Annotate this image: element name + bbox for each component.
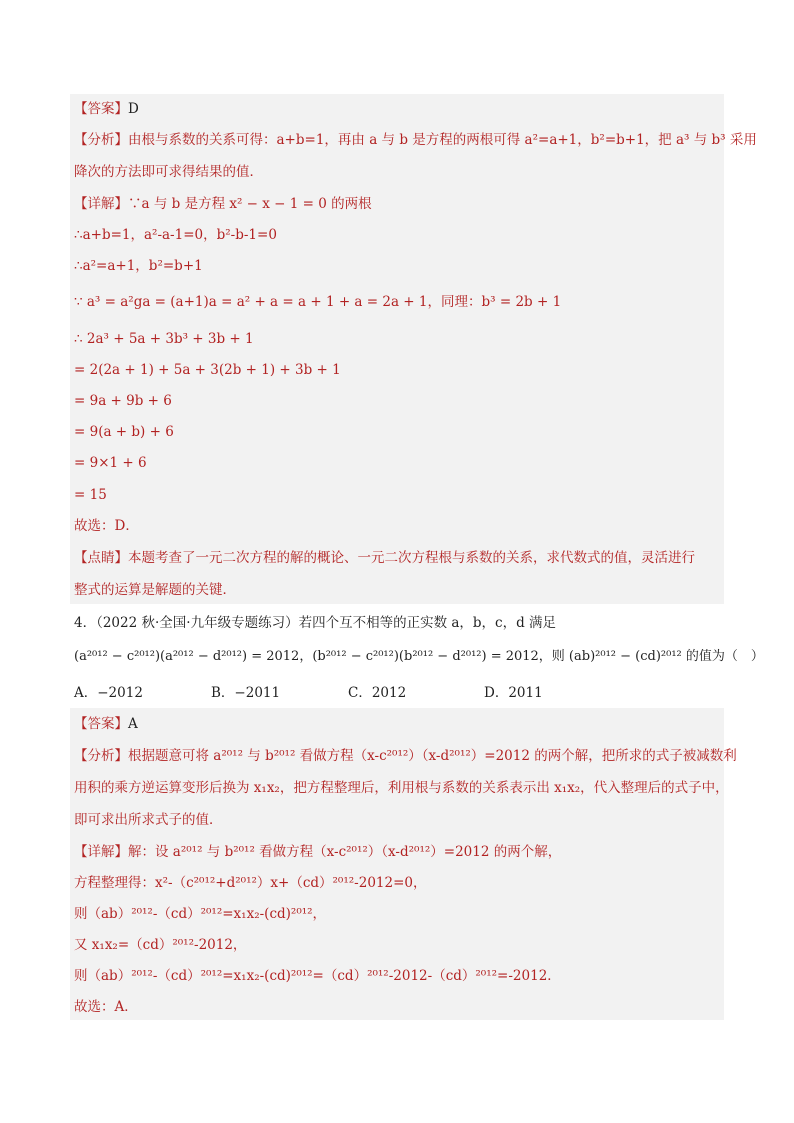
q3-analysis-line1	[74, 130, 757, 150]
q3-analysis-tag: 【分析】	[74, 132, 128, 148]
q3-answer-value: D	[128, 101, 139, 117]
q3-step7: = 9(a + b) + 6	[74, 424, 174, 440]
q3-comment-tag: 【点睛】	[74, 550, 128, 566]
q4-analysis-text1: 根据题意可将 a²⁰¹² 与 b²⁰¹² 看做方程（x-c²⁰¹²）（x-d²⁰¹²）=2012 的两个解，把所求的式子被减数利	[128, 748, 737, 764]
q3-step9: = 15	[74, 487, 107, 503]
q3-step2: ∴a²=a+1，b²=b+1	[74, 258, 203, 274]
q4-stem-line2: (a²⁰¹² − c²⁰¹²)(a²⁰¹² − d²⁰¹²) = 2012，(b²⁰¹² − c²⁰¹²)(b²⁰¹² − d²⁰¹²) = 2012，则 (ab)²⁰¹² − (cd)²⁰¹² 的值为（ ）	[74, 649, 764, 664]
q3-step1: ∴a+b=1，a²-a-1=0，b²-b-1=0	[74, 227, 277, 243]
q4-option-b: B．−2011	[211, 685, 281, 701]
q3-analysis-text1: 由根与系数的关系可得：a+b=1，再由 a 与 b 是方程的两根可得 a²=a+1，b²=b+1，把 a³ 与 b³ 采用	[128, 132, 757, 148]
q4-detail-line1	[74, 842, 561, 862]
q4-analysis-line3: 即可求出所求式子的值．	[74, 812, 223, 828]
q4-step4: 则（ab）²⁰¹²-（cd）²⁰¹²=x₁x₂-(cd)²⁰¹²=（cd）²⁰¹²-2012-（cd）²⁰¹²=-2012．	[74, 968, 561, 984]
q3-detail-text1: ∵a 与 b 是方程 x² − x − 1 = 0 的两根	[128, 196, 372, 212]
q4-analysis-line2: 用积的乘方逆运算变形后换为 x₁x₂，把方程整理后，利用根与系数的关系表示出 x₁x₂，代入整理后的式子中，	[74, 780, 729, 796]
q3-step8: = 9×1 + 6	[74, 455, 147, 471]
q4-option-c: C．2012	[348, 685, 407, 701]
q3-answer-tag: 【答案】	[74, 101, 128, 117]
q3-analysis-line2: 降次的方法即可求得结果的值．	[74, 164, 263, 180]
q3-step6: = 9a + 9b + 6	[74, 393, 172, 409]
q4-step2: 则（ab）²⁰¹²-（cd）²⁰¹²=x₁x₂-(cd)²⁰¹²，	[74, 906, 327, 922]
q4-detail-text1: 解：设 a²⁰¹² 与 b²⁰¹² 看做方程（x-c²⁰¹²）（x-d²⁰¹²）=2012 的两个解，	[128, 844, 562, 860]
q3-detail-tag: 【详解】	[74, 196, 128, 212]
q4-step1: 方程整理得：x²-（c²⁰¹²+d²⁰¹²）x+（cd）²⁰¹²-2012=0，	[74, 875, 427, 891]
q4-option-d: D．2011	[484, 685, 543, 701]
q3-comment-line2: 整式的运算是解题的关键．	[74, 582, 236, 598]
q4-answer-value: A	[128, 716, 138, 732]
q4-answer-line	[74, 714, 138, 734]
q4-analysis-line1	[74, 746, 737, 766]
q3-choose: 故选：D．	[74, 518, 139, 534]
q3-comment-text1: 本题考查了一元二次方程的解的概论、一元二次方程根与系数的关系，求代数式的值，灵活进行	[128, 550, 695, 566]
q4-stem-line1: 4．（2022 秋·全国·九年级专题练习）若四个互不相等的正实数 a，b，c，d 满足	[74, 615, 557, 631]
q4-answer-tag: 【答案】	[74, 716, 128, 732]
q4-choose: 故选：A．	[74, 999, 138, 1015]
q3-step4: ∴ 2a³ + 5a + 3b³ + 3b + 1	[74, 331, 254, 347]
q3-detail-line1	[74, 194, 372, 214]
q3-answer-line	[74, 99, 139, 119]
q3-step5: = 2(2a + 1) + 5a + 3(2b + 1) + 3b + 1	[74, 362, 341, 378]
q3-step3: ∵ a³ = a²ga = (a+1)a = a² + a = a + 1 + a = 2a + 1，同理：b³ = 2b + 1	[74, 294, 562, 310]
q4-option-a: A．−2012	[74, 685, 143, 701]
q4-detail-tag: 【详解】	[74, 844, 128, 860]
q4-step3: 又 x₁x₂=（cd）²⁰¹²-2012，	[74, 937, 247, 953]
q4-analysis-tag: 【分析】	[74, 748, 128, 764]
q3-comment-line1	[74, 548, 695, 568]
